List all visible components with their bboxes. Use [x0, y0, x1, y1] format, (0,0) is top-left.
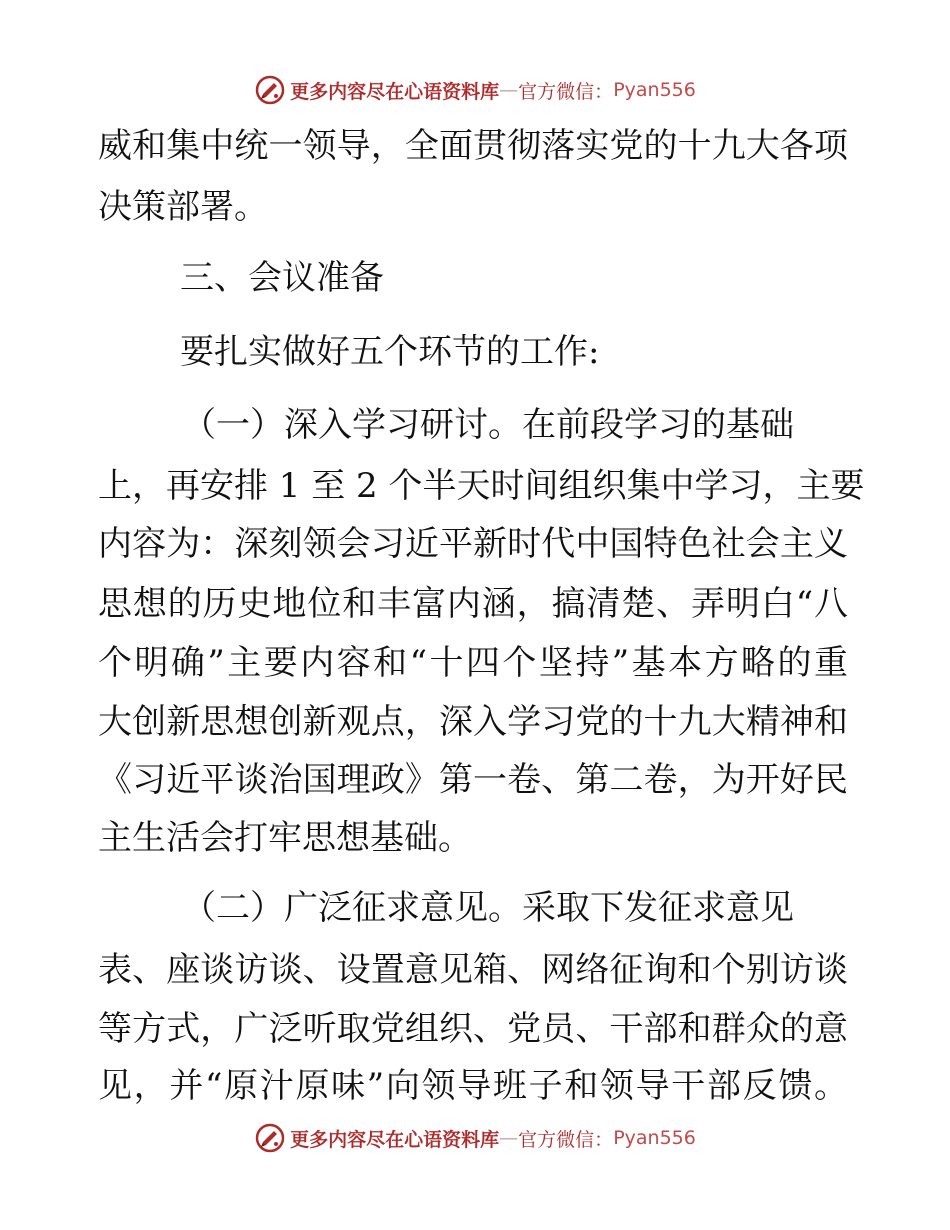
watermark-header [0, 70, 950, 110]
watermark-official-label: 官方微信： [518, 1128, 614, 1151]
body-line-9: 个明确”主要内容和“十四个坚持”基本方略的重 [98, 643, 848, 683]
body-line-11: 《习近平谈治国理政》第一卷、第二卷，为开好民 [98, 760, 848, 800]
brand-logo-icon [254, 1122, 286, 1154]
watermark-account-id: Pyan556 [613, 79, 696, 101]
body-line-15: 等方式，广泛听取党组织、党员、干部和群众的意 [98, 1009, 848, 1049]
body-line-6: 上，再安排 1 至 2 个半天时间组织集中学习，主要 [98, 466, 865, 506]
watermark-footer [0, 1118, 950, 1158]
brand-logo-icon [254, 74, 286, 106]
watermark-separator: — [499, 79, 519, 101]
watermark-account-id: Pyan556 [613, 1127, 696, 1149]
subsection-heading-study: （一）深入学习研讨。在前段学习的基础 [182, 405, 794, 445]
section-heading-meeting-prep: 三、会议准备 [180, 258, 384, 298]
body-line-16: 见，并“原汁原味”向领导班子和领导干部反馈。 [98, 1066, 848, 1106]
watermark-official-label: 官方微信： [518, 80, 614, 103]
body-line-7: 内容为：深刻领会习近平新时代中国特色社会主义 [98, 524, 848, 564]
body-line-8: 思想的历史地位和丰富内涵，搞清楚、弄明白“八 [98, 584, 848, 624]
watermark-brand-text: 更多内容尽在心语资料库 [290, 1128, 500, 1151]
body-line-2: 决策部署。 [98, 187, 268, 227]
watermark-separator: — [499, 1127, 519, 1149]
body-line-10: 大创新思想创新观点，深入学习党的十九大精神和 [98, 702, 848, 742]
subsection-heading-opinions: （二）广泛征求意见。采取下发征求意见 [182, 888, 794, 928]
body-line-12: 主生活会打牢思想基础。 [98, 818, 472, 858]
body-line-14: 表、座谈访谈、设置意见箱、网络征询和个别访谈 [98, 950, 848, 990]
body-line-intro: 要扎实做好五个环节的工作: [180, 332, 600, 372]
watermark-brand-text: 更多内容尽在心语资料库 [290, 80, 500, 103]
body-line-1: 威和集中统一领导，全面贯彻落实党的十九大各项 [98, 126, 848, 166]
